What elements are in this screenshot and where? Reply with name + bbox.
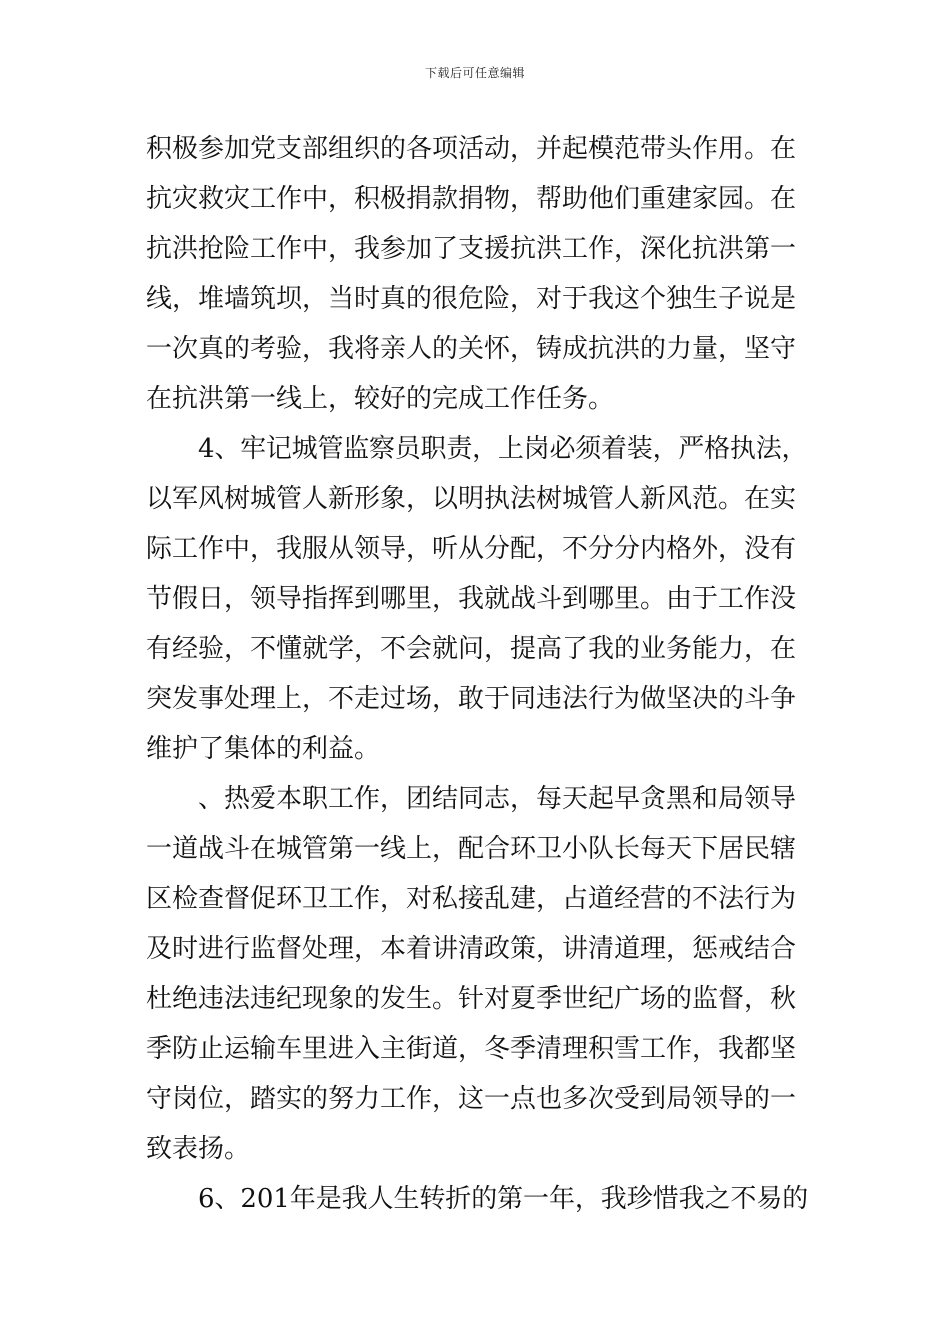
text-line-10: 节假日，领导指挥到哪里，我就战斗到哪里。由于工作没 <box>146 584 797 614</box>
text-line-15: 一道战斗在城管第一线上，配合环卫小队长每天下居民辖 <box>146 834 797 864</box>
text-line-5: 一次真的考验，我将亲人的关怀，铸成抗洪的力量，坚守 <box>146 334 797 364</box>
text-line-19: 季防止运输车里进入主街道，冬季清理积雪工作，我都坚 <box>146 1034 797 1064</box>
text-line-7: 4、牢记城管监察员职责，上岗必须着装，严格执法， <box>198 434 808 464</box>
text-line-16: 区检查督促环卫工作，对私接乱建，占道经营的不法行为 <box>146 884 797 914</box>
text-line-8: 以军风树城管人新形象，以明执法树城管人新风范。在实 <box>146 484 797 514</box>
text-line-20: 守岗位，踏实的努力工作，这一点也多次受到局领导的一 <box>146 1084 797 1114</box>
text-line-21: 致表扬。 <box>146 1134 251 1164</box>
text-line-4: 线，堆墙筑坝，当时真的很危险，对于我这个独生子说是 <box>146 284 797 314</box>
text-line-11: 有经验，不懂就学，不会就问，提高了我的业务能力，在 <box>146 634 797 664</box>
text-line-22: 6、201年是我人生转折的第一年，我珍惜我之不易的 <box>198 1184 809 1214</box>
text-line-9: 际工作中，我服从领导，听从分配，不分分内格外，没有 <box>146 534 797 564</box>
text-line-18: 杜绝违法违纪现象的发生。针对夏季世纪广场的监督，秋 <box>146 984 797 1014</box>
text-line-2: 抗灾救灾工作中，积极捐款捐物，帮助他们重建家园。在 <box>146 184 797 214</box>
text-line-3: 抗洪抢险工作中，我参加了支援抗洪工作，深化抗洪第一 <box>146 234 797 264</box>
text-line-6: 在抗洪第一线上，较好的完成工作任务。 <box>146 384 615 414</box>
text-line-17: 及时进行监督处理，本着讲清政策，讲清道理，惩戒结合 <box>146 934 797 964</box>
text-line-14: 、热爱本职工作，团结同志，每天起早贪黑和局领导 <box>198 784 797 814</box>
text-line-1: 积极参加党支部组织的各项活动，并起模范带头作用。在 <box>146 134 797 164</box>
page-header: 下载后可任意编辑 <box>424 66 525 80</box>
text-line-13: 维护了集体的利益。 <box>146 734 381 764</box>
text-line-12: 突发事处理上，不走过场，敢于同违法行为做坚决的斗争 <box>146 684 797 714</box>
